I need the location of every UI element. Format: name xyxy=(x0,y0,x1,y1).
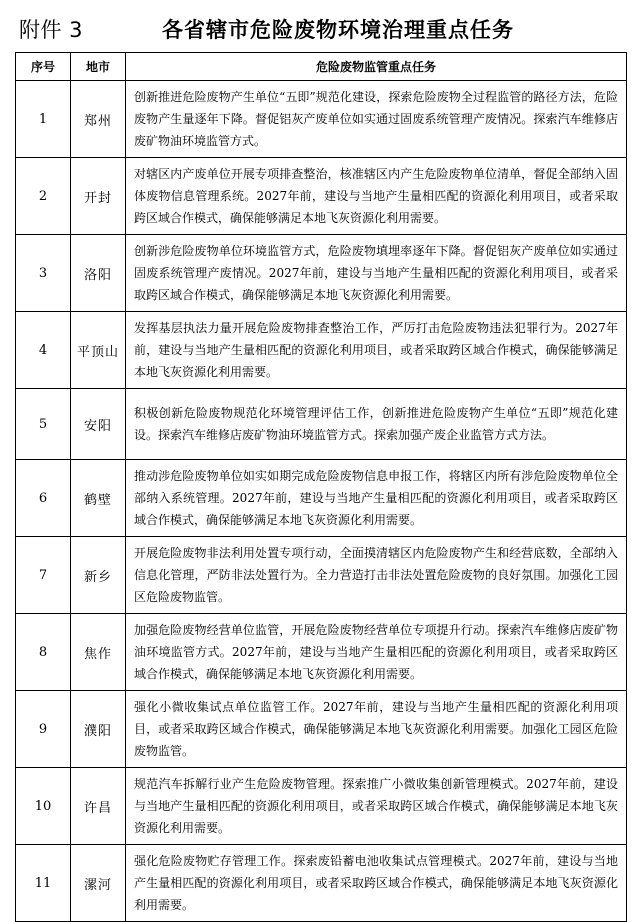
row-task: 强化小微收集试点单位监管工作。2027年前，建设与当地产生量相匹配的资源化利用项目，或者采取跨区域合作模式，确保能够满足本地飞灰资源化利用需要。加强化工园区危险废物监管。 xyxy=(126,691,627,768)
row-number: 9 xyxy=(16,691,71,768)
row-number: 8 xyxy=(16,614,71,691)
row-city: 平顶山 xyxy=(71,312,126,389)
row-number: 4 xyxy=(16,312,71,389)
row-city: 新乡 xyxy=(71,537,126,614)
column-header-task: 危险废物监管重点任务 xyxy=(126,53,627,81)
row-number: 7 xyxy=(16,537,71,614)
table-row xyxy=(16,158,627,235)
table-row xyxy=(16,845,627,922)
document-title: 各省辖市危险废物环境治理重点任务 xyxy=(162,18,514,42)
row-city: 开封 xyxy=(71,158,126,235)
row-city: 安阳 xyxy=(71,389,126,460)
row-task: 对辖区内产废单位开展专项排查整治，核准辖区内产生危险废物单位清单，督促全部纳入固体废物信息管理系统。2027年前，建设与当地产生量相匹配的资源化利用项目，或者采取跨区域合作模式，确保能够满足本地飞灰资源化利用需要。 xyxy=(126,158,627,235)
column-header-city: 地市 xyxy=(71,53,126,81)
row-city: 焦作 xyxy=(71,614,126,691)
row-task: 强化危险废物贮存管理工作。探索废铅蓄电池收集试点管理模式。2027年前，建设与当地产生量相匹配的资源化利用项目，或者采取跨区域合作模式，确保能够满足本地飞灰资源化利用需要。 xyxy=(126,845,627,922)
row-city: 郑州 xyxy=(71,81,126,158)
table-row xyxy=(16,537,627,614)
row-number: 6 xyxy=(16,460,71,537)
table-row xyxy=(16,691,627,768)
table-header-row xyxy=(16,53,627,81)
table-row xyxy=(16,768,627,845)
row-number: 2 xyxy=(16,158,71,235)
table-row xyxy=(16,235,627,312)
row-task: 加强危险废物经营单位监管，开展危险废物经营单位专项提升行动。探索汽车维修店废矿物油环境监管方式。2027年前，建设与当地产生量相匹配的资源化利用项目，或者采取跨区域合作模式，确保能够满足本地飞灰资源化利用需要。 xyxy=(126,614,627,691)
row-number: 10 xyxy=(16,768,71,845)
document-header xyxy=(0,0,640,46)
row-city: 许昌 xyxy=(71,768,126,845)
row-task: 规范汽车拆解行业产生危险废物管理。探索推广小微收集创新管理模式。2027年前，建设与当地产生量相匹配的资源化利用项目，或者采取跨区域合作模式，确保能够满足本地飞灰资源化利用需要。 xyxy=(126,768,627,845)
row-city: 洛阳 xyxy=(71,235,126,312)
row-task: 积极创新危险废物规范化环境管理评估工作，创新推进危险废物产生单位“五即”规范化建设。探索汽车维修店废矿物油环境监管方式。探索加强产废企业监管方式方法。 xyxy=(126,389,627,460)
row-number: 11 xyxy=(16,845,71,922)
row-task: 创新涉危险废物单位环境监管方式，危险废物填埋率逐年下降。督促铝灰产废单位如实通过固废系统管理产废情况。2027年前，建设与当地产生量相匹配的资源化利用项目，或者采取跨区域合作模式，确保能够满足本地飞灰资源化利用需要。 xyxy=(126,235,627,312)
row-number: 1 xyxy=(16,81,71,158)
annex-label: 附件 3 xyxy=(19,18,84,42)
row-number: 5 xyxy=(16,389,71,460)
row-task: 发挥基层执法力量开展危险废物排查整治工作，严厉打击危险废物违法犯罪行为。2027年前，建设与当地产生量相匹配的资源化利用项目，或者采取跨区域合作模式，确保能够满足本地飞灰资源化利用需要。 xyxy=(126,312,627,389)
row-task: 开展危险废物非法利用处置专项行动，全面摸清辖区内危险废物产生和经营底数，全部纳入信息化管理，严防非法处置行为。全力营造打击非法处置危险废物的良好氛围。加强化工园区危险废物监管。 xyxy=(126,537,627,614)
row-city: 漯河 xyxy=(71,845,126,922)
table-row xyxy=(16,389,627,460)
row-task: 推动涉危险废物单位如实如期完成危险废物信息申报工作，将辖区内所有涉危险废物单位全部纳入系统管理。2027年前，建设与当地产生量相匹配的资源化利用项目，或者采取跨区域合作模式，确保能够满足本地飞灰资源化利用需要。 xyxy=(126,460,627,537)
table-row xyxy=(16,460,627,537)
column-header-no: 序号 xyxy=(16,53,71,81)
table-row xyxy=(16,312,627,389)
tasks-table xyxy=(15,52,627,922)
table-row xyxy=(16,81,627,158)
row-task: 创新推进危险废物产生单位“五即”规范化建设，探索危险废物全过程监管的路径方法，危险废物产生量逐年下降。督促铝灰产废单位如实通过固废系统管理产废情况。探索汽车维修店废矿物油环境监管方式。 xyxy=(126,81,627,158)
table-row xyxy=(16,614,627,691)
row-city: 濮阳 xyxy=(71,691,126,768)
row-city: 鹤壁 xyxy=(71,460,126,537)
row-number: 3 xyxy=(16,235,71,312)
